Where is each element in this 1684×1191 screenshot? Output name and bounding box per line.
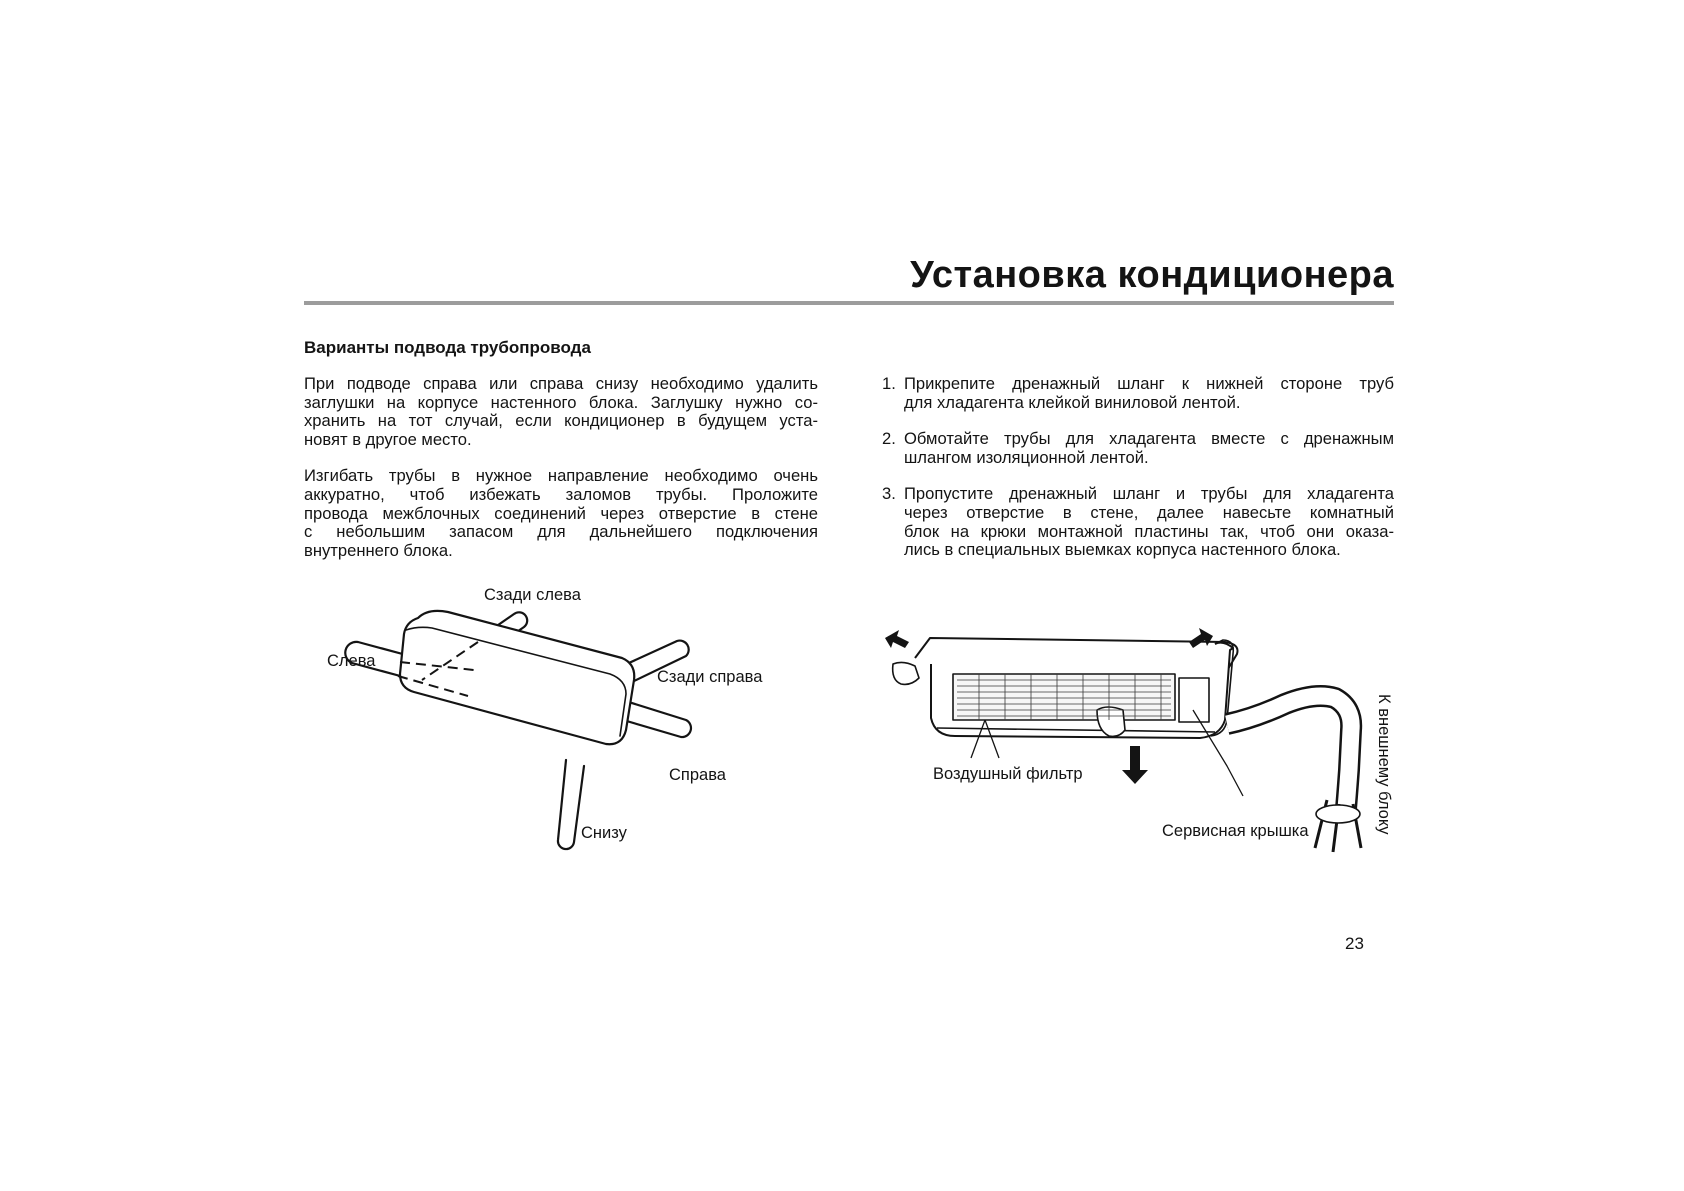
label-air-filter: Воздушный фильтр bbox=[933, 765, 1083, 783]
pipe-routing-figure bbox=[300, 586, 820, 880]
text-line: При подводе справа или справа снизу необходимо удалить bbox=[304, 374, 818, 393]
text-line: внутреннего блока. bbox=[304, 540, 453, 560]
text-line: провода межблочных соединений через отверстие в стене bbox=[304, 503, 818, 523]
text-line: Обмотайте трубы для хладагента вместе с дренажным bbox=[904, 429, 1394, 449]
text-line: заглушки на корпусе настенного блока. Заглушку нужно со- bbox=[304, 392, 818, 412]
label-rear-right: Сзади справа bbox=[657, 668, 763, 686]
pipe-routing-drawing bbox=[300, 600, 820, 880]
pipe-opening bbox=[1316, 805, 1360, 823]
open-panel-arrow-left bbox=[885, 630, 909, 648]
step-number: 3. bbox=[882, 484, 896, 504]
step-text bbox=[904, 430, 1394, 467]
step-number: 2. bbox=[882, 429, 896, 449]
step-item bbox=[882, 430, 1394, 467]
step-item bbox=[882, 375, 1394, 412]
label-right: Справа bbox=[669, 766, 726, 784]
page-number: 23 bbox=[1345, 934, 1364, 953]
text-line: хранить на тот случай, если кондиционер в будущем уста- bbox=[304, 411, 818, 431]
page-title: Установка кондиционера bbox=[910, 254, 1394, 296]
step-number: 1. bbox=[882, 374, 896, 393]
installation-steps bbox=[882, 375, 1394, 560]
filter-area bbox=[953, 674, 1175, 720]
service-cover bbox=[1179, 678, 1209, 722]
paragraph-remove-plugs bbox=[304, 375, 818, 449]
text-line: для хладагента клейкой виниловой лентой. bbox=[904, 392, 1241, 412]
text-line: новят в другое место. bbox=[304, 429, 472, 449]
step-item bbox=[882, 485, 1394, 559]
paragraph-bend-pipes bbox=[304, 467, 818, 560]
section-heading: Варианты подвода трубопровода bbox=[304, 338, 591, 357]
text-line: Изгибать трубы в нужное направление необходимо очень bbox=[304, 466, 818, 486]
text-line: блок на крюки монтажной пластины так, чтоб они оказа- bbox=[904, 521, 1394, 541]
left-text-column bbox=[304, 375, 818, 578]
text-line: лись в специальных выемках корпуса настенного блока. bbox=[904, 540, 1341, 560]
step-text bbox=[904, 375, 1394, 412]
text-line: Пропустите дренажный шланг и трубы для хладагента bbox=[904, 484, 1394, 504]
text-line: Прикрепите дренажный шланг к нижней стороне труб bbox=[904, 374, 1394, 393]
indoor-unit-figure bbox=[875, 600, 1400, 890]
label-left: Слева bbox=[327, 652, 376, 670]
text-line: через отверстие в стене, далее навесьте комнатный bbox=[904, 502, 1394, 522]
step-text bbox=[904, 485, 1394, 559]
label-service-cover: Сервисная крышка bbox=[1162, 822, 1309, 840]
label-bottom: Снизу bbox=[581, 824, 627, 842]
text-line: шлангом изоляционной лентой. bbox=[904, 447, 1149, 467]
label-rear-left: Сзади слева bbox=[484, 586, 581, 604]
indoor-unit-drawing bbox=[875, 600, 1400, 890]
down-arrow bbox=[1122, 746, 1148, 784]
right-text-column bbox=[882, 375, 1394, 578]
text-line: аккуратно, чтоб избежать заломов трубы. Проложите bbox=[304, 484, 818, 504]
hand-left bbox=[893, 662, 919, 684]
label-to-outdoor-unit: К внешнему блоку bbox=[1375, 694, 1393, 835]
title-divider bbox=[304, 301, 1394, 305]
text-line: с небольшим запасом для дальнейшего подключения bbox=[304, 522, 818, 542]
indoor-unit-body bbox=[400, 611, 634, 744]
